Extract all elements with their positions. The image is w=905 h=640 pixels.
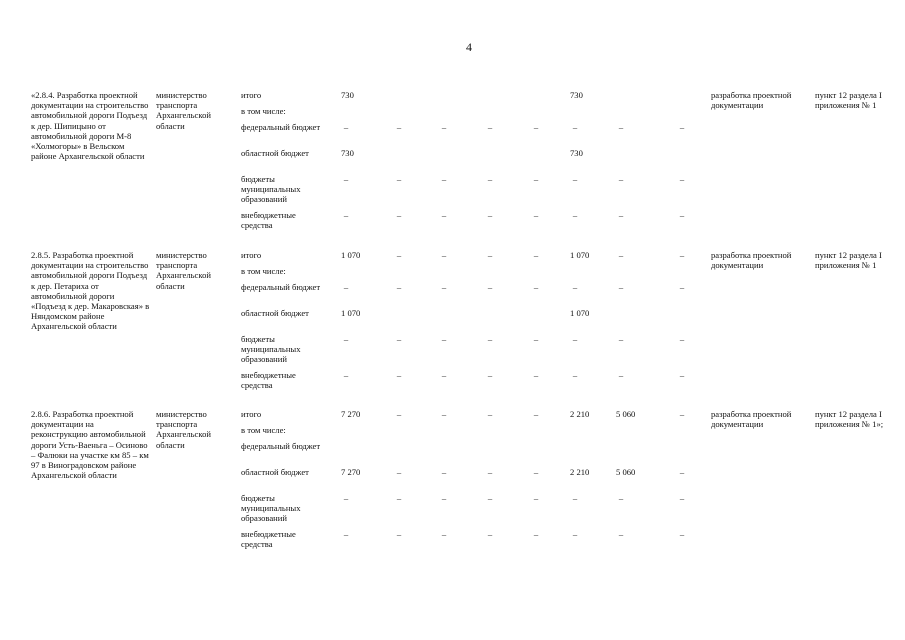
value-cell: – xyxy=(441,282,447,292)
responsible-org: министерство транспорта Архангельской области xyxy=(156,409,211,450)
funding-label: итого xyxy=(241,90,262,100)
funding-label: в том числе: xyxy=(241,106,286,116)
value-cell: – xyxy=(441,493,447,503)
responsible-org: министерство транспорта Архангельской области xyxy=(156,250,211,291)
funding-row xyxy=(0,174,905,205)
value-cell: – xyxy=(396,467,402,477)
funding-row xyxy=(0,441,905,465)
value-cell: – xyxy=(618,174,624,184)
funding-label: в том числе: xyxy=(241,425,286,435)
value-cell: – xyxy=(618,210,624,220)
funding-row xyxy=(0,493,905,524)
value-cell: – xyxy=(679,282,685,292)
value-cell: 1 070 xyxy=(341,308,361,318)
funding-label: бюджеты муниципальных образований xyxy=(241,174,301,205)
value-cell: – xyxy=(441,529,447,539)
value-cell: – xyxy=(679,529,685,539)
value-cell: – xyxy=(533,529,539,539)
value-cell: 730 xyxy=(341,148,354,158)
funding-label: федеральный бюджет xyxy=(241,282,321,292)
value-cell: – xyxy=(679,174,685,184)
value-cell: 730 xyxy=(341,90,354,100)
value-cell: – xyxy=(679,370,685,380)
funding-row xyxy=(0,334,905,365)
value-cell: – xyxy=(572,282,578,292)
expected-result: разработка проектной документации xyxy=(711,90,792,111)
responsible-org: министерство транспорта Архангельской области xyxy=(156,90,211,131)
funding-label: итого xyxy=(241,409,262,419)
value-cell: – xyxy=(441,210,447,220)
funding-label: бюджеты муниципальных образований xyxy=(241,493,301,524)
expected-result: разработка проектной документации xyxy=(711,250,792,271)
value-cell: – xyxy=(441,467,447,477)
value-cell: – xyxy=(679,210,685,220)
value-cell: 2 210 xyxy=(570,467,590,477)
value-cell: – xyxy=(487,334,493,344)
value-cell: 7 270 xyxy=(341,467,361,477)
value-cell: – xyxy=(487,467,493,477)
value-cell: – xyxy=(487,409,493,419)
funding-label: областной бюджет xyxy=(241,467,309,477)
value-cell: 5 060 xyxy=(616,409,636,419)
funding-row xyxy=(0,122,905,146)
funding-label: внебюджетные средства xyxy=(241,210,296,231)
value-cell: – xyxy=(572,493,578,503)
value-cell: – xyxy=(679,250,685,260)
funding-row xyxy=(0,282,905,306)
funding-row xyxy=(0,370,905,394)
value-cell: – xyxy=(343,493,349,503)
value-cell: – xyxy=(572,334,578,344)
value-cell: – xyxy=(533,370,539,380)
value-cell: – xyxy=(533,210,539,220)
funding-row xyxy=(0,467,905,491)
value-cell: – xyxy=(487,210,493,220)
funding-label: бюджеты муниципальных образований xyxy=(241,334,301,365)
value-cell: – xyxy=(533,409,539,419)
value-cell: – xyxy=(679,409,685,419)
item-title: «2.8.4. Разработка проектной документации на строительство автомобильной дороги Подъезд к дер. Шипицыно от автомобильной дороги М-8 «Холмогоры» в Вельском районе Архангельской области xyxy=(31,90,149,162)
funding-row xyxy=(0,148,905,172)
value-cell: – xyxy=(441,250,447,260)
value-cell: – xyxy=(396,370,402,380)
funding-label: федеральный бюджет xyxy=(241,441,321,451)
value-cell: – xyxy=(533,282,539,292)
value-cell: – xyxy=(396,282,402,292)
value-cell: – xyxy=(396,529,402,539)
value-cell: 730 xyxy=(570,148,583,158)
value-cell: 7 270 xyxy=(341,409,361,419)
reference: пункт 12 раздела I приложения № 1 xyxy=(815,250,882,271)
funding-row xyxy=(0,529,905,553)
value-cell: – xyxy=(487,174,493,184)
value-cell: – xyxy=(343,122,349,132)
funding-row xyxy=(0,210,905,234)
value-cell: – xyxy=(533,250,539,260)
item-title: 2.8.6. Разработка проектной документации на реконструкцию автомобильной дороги Усть-Ваеньга – Осиново – Фалюки на участке км 85 – км 97 в Виноградовском районе Архангельской области xyxy=(31,409,149,481)
expected-result: разработка проектной документации xyxy=(711,409,792,430)
item-title: 2.8.5. Разработка проектной документации на строительство автомобильной дороги Подъезд к дер. Петариха от автомобильной дороги «Подъезд к дер. Макаровская» в Няндомском районе Архангельской области xyxy=(31,250,150,332)
value-cell: – xyxy=(396,493,402,503)
reference: пункт 12 раздела I приложения № 1»; xyxy=(815,409,884,430)
reference: пункт 12 раздела I приложения № 1 xyxy=(815,90,882,111)
value-cell: – xyxy=(487,370,493,380)
value-cell: 730 xyxy=(570,90,583,100)
value-cell: – xyxy=(618,493,624,503)
value-cell: – xyxy=(679,493,685,503)
value-cell: – xyxy=(487,250,493,260)
page-number: 4 xyxy=(466,40,472,54)
value-cell: – xyxy=(343,174,349,184)
value-cell: – xyxy=(343,529,349,539)
value-cell: – xyxy=(618,334,624,344)
value-cell: – xyxy=(343,210,349,220)
value-cell: 1 070 xyxy=(341,250,361,260)
value-cell: – xyxy=(679,122,685,132)
value-cell: – xyxy=(396,250,402,260)
value-cell: – xyxy=(533,467,539,477)
value-cell: – xyxy=(396,122,402,132)
funding-label: федеральный бюджет xyxy=(241,122,321,132)
funding-label: внебюджетные средства xyxy=(241,370,296,391)
value-cell: – xyxy=(343,282,349,292)
value-cell: 1 070 xyxy=(570,308,590,318)
value-cell: – xyxy=(533,122,539,132)
value-cell: – xyxy=(679,467,685,477)
value-cell: – xyxy=(396,334,402,344)
value-cell: – xyxy=(441,409,447,419)
funding-row xyxy=(0,308,905,332)
funding-label: областной бюджет xyxy=(241,148,309,158)
value-cell: – xyxy=(618,250,624,260)
value-cell: – xyxy=(618,282,624,292)
value-cell: – xyxy=(572,529,578,539)
value-cell: 5 060 xyxy=(616,467,636,477)
value-cell: – xyxy=(441,122,447,132)
value-cell: – xyxy=(618,370,624,380)
value-cell: – xyxy=(679,334,685,344)
value-cell: – xyxy=(533,493,539,503)
value-cell: – xyxy=(441,174,447,184)
value-cell: – xyxy=(533,334,539,344)
value-cell: – xyxy=(487,493,493,503)
value-cell: – xyxy=(572,210,578,220)
value-cell: – xyxy=(441,370,447,380)
value-cell: – xyxy=(533,174,539,184)
funding-label: внебюджетные средства xyxy=(241,529,296,550)
value-cell: – xyxy=(572,122,578,132)
value-cell: – xyxy=(618,122,624,132)
value-cell: – xyxy=(572,174,578,184)
value-cell: – xyxy=(396,210,402,220)
value-cell: – xyxy=(343,370,349,380)
value-cell: 2 210 xyxy=(570,409,590,419)
value-cell: – xyxy=(343,334,349,344)
value-cell: – xyxy=(441,334,447,344)
value-cell: 1 070 xyxy=(570,250,590,260)
value-cell: – xyxy=(487,282,493,292)
funding-label: итого xyxy=(241,250,262,260)
value-cell: – xyxy=(618,529,624,539)
value-cell: – xyxy=(487,122,493,132)
value-cell: – xyxy=(396,409,402,419)
value-cell: – xyxy=(487,529,493,539)
value-cell: – xyxy=(572,370,578,380)
value-cell: – xyxy=(396,174,402,184)
funding-label: в том числе: xyxy=(241,266,286,276)
funding-label: областной бюджет xyxy=(241,308,309,318)
